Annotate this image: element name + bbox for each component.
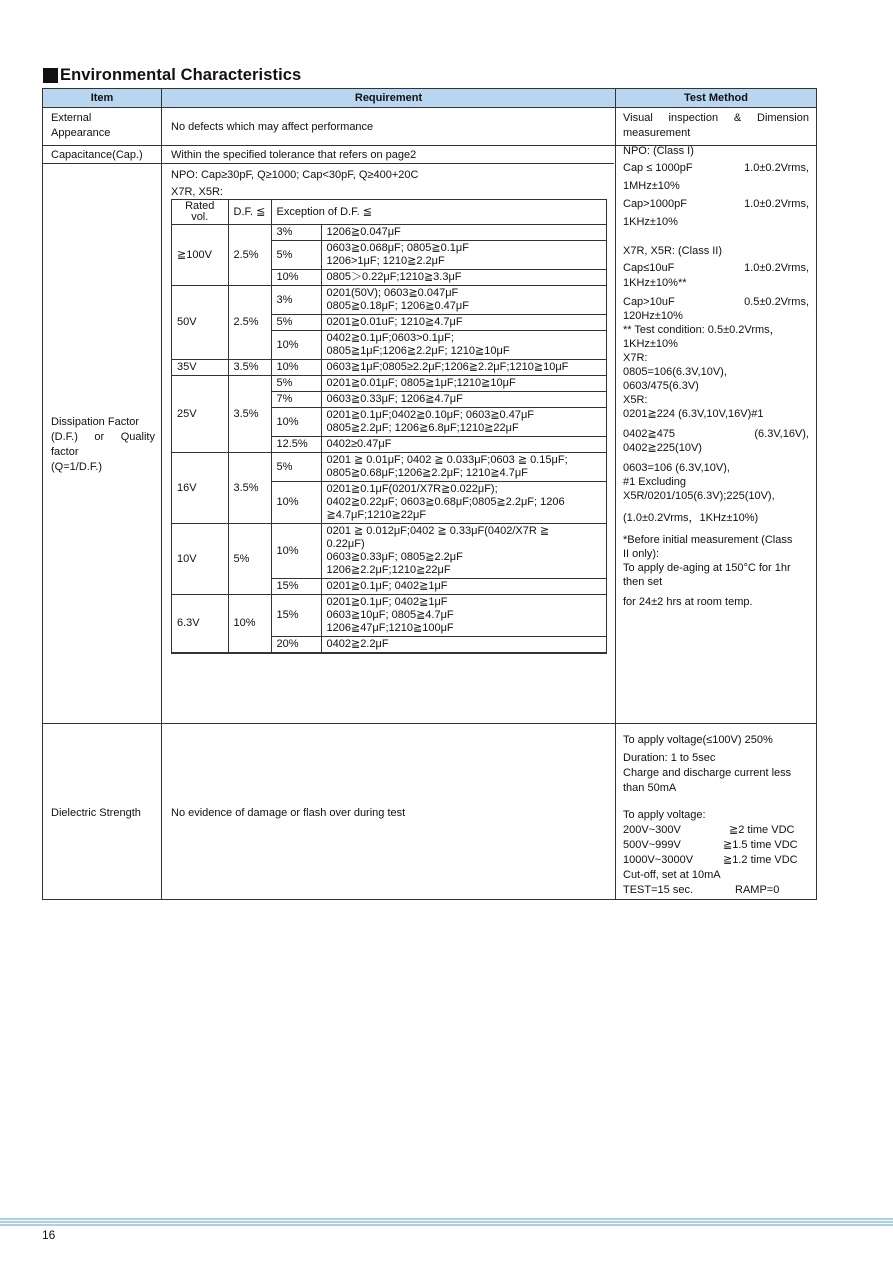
tm-line — [623, 161, 809, 176]
row-divider — [43, 145, 816, 146]
dtm-right: RAMP=0 — [735, 884, 780, 896]
df-row — [172, 286, 606, 315]
exception-df-cell: 5% — [271, 376, 321, 392]
exception-df-cell: 10% — [271, 331, 321, 360]
exception-values-cell — [321, 225, 606, 241]
section-title-text: Environmental Characteristics — [60, 65, 302, 84]
tm-line — [623, 261, 809, 276]
dtm-line — [623, 823, 809, 838]
external-test-method — [623, 111, 809, 141]
exception-df-cell: 10% — [271, 408, 321, 437]
df-row — [172, 453, 606, 482]
exception-values-cell — [321, 579, 606, 595]
exception-line: 0.22μF) — [326, 538, 365, 550]
tm-line-left: Cap>1000pF — [623, 198, 687, 210]
df-row — [172, 595, 606, 637]
external-item — [51, 111, 110, 141]
df-row — [172, 360, 606, 376]
tm-line: #1 Excluding — [623, 476, 686, 488]
tm-line: X7R, X5R: (Class II) — [623, 245, 723, 257]
tm-line-left: Cap>10uF — [623, 296, 675, 308]
df-npo-requirement: NPO: Cap≥30pF, Q≥1000; Cap<30pF, Q≥400+20C — [171, 169, 419, 181]
exception-line: 1206≧47μF;1210≧100μF — [326, 622, 454, 634]
exception-line: 1206>1μF; 1210≧2.2μF — [326, 255, 445, 267]
tm-line: II only): — [623, 548, 660, 560]
exception-values-cell — [321, 408, 606, 437]
capacitance-item: Capacitance(Cap.) — [51, 149, 143, 161]
tm-line: To apply de-aging at 150°C for 1hr — [623, 562, 791, 574]
exception-line: 0201≧0.01uF; 1210≧4.7μF — [326, 316, 463, 328]
dtm-line: To apply voltage: — [623, 809, 706, 821]
dtm-line: Charge and discharge current less — [623, 767, 792, 779]
exception-df-cell: 15% — [271, 595, 321, 637]
df-item-line: Dissipation Factor — [51, 416, 140, 428]
section-title — [43, 64, 301, 86]
exception-values-cell — [321, 637, 606, 653]
df-test-method — [623, 161, 809, 609]
exception-line: 0201 ≧ 0.012μF;0402 ≧ 0.33μF(0402/X7R ≧ — [326, 525, 550, 537]
tm-line — [623, 197, 809, 212]
exception-line: 0603≧10μF; 0805≧4.7μF — [326, 609, 454, 621]
rated-voltage-cell: 10V — [172, 524, 228, 595]
exception-values-cell — [321, 331, 606, 360]
col-divider — [615, 89, 616, 899]
external-test-line: measurement — [623, 127, 691, 139]
exception-values-cell — [321, 315, 606, 331]
tm-line-left: Cap ≤ 1000pF — [623, 162, 693, 174]
dtm-left: 500V~999V — [623, 839, 681, 851]
df-item — [51, 415, 155, 475]
exception-line: 0603≧0.068μF; 0805≧0.1μF — [326, 242, 469, 254]
df-limit-cell: 10% — [228, 595, 271, 653]
exception-df-cell: 5% — [271, 315, 321, 331]
df-limit-cell: 3.5% — [228, 376, 271, 453]
external-test-line: Visual inspection & Dimension — [623, 112, 809, 124]
capacitance-requirement: Within the specified tolerance that refers on page2 — [171, 149, 417, 161]
exception-values-cell — [321, 453, 606, 482]
df-limit-cell: 5% — [228, 524, 271, 595]
tm-line-right: (6.3V,16V), — [754, 428, 809, 440]
df-item-line: (Q=1/D.F.) — [51, 461, 103, 473]
dtm-line: Cut-off, set at 10mA — [623, 869, 721, 881]
exception-values-cell — [321, 482, 606, 524]
tm-line: 0201≧224 (6.3V,10V,16V)#1 — [623, 408, 764, 420]
tm-line: (1.0±0.2Vrms，1KHz±10%) — [623, 512, 759, 524]
exception-line: 0402≧0.22μF; 0603≧0.68μF;0805≧2.2μF; 1206 — [326, 496, 565, 508]
tm-line: *Before initial measurement (Class — [623, 534, 793, 546]
tm-line: 1KHz±10%** — [623, 277, 687, 289]
tm-line: ** Test condition: 0.5±0.2Vrms， — [623, 324, 781, 336]
dielectric-requirement: No evidence of damage or flash over during test — [171, 807, 406, 819]
tm-line-right: 1.0±0.2Vrms, — [744, 262, 809, 274]
df-x7r-label: X7R, X5R: — [171, 186, 223, 198]
tm-line: then set — [623, 576, 663, 588]
df-item-line: (D.F.) or Quality — [51, 431, 155, 443]
header-test-method: Test Method — [684, 92, 748, 104]
tm-line: X7R: — [623, 352, 648, 364]
tm-line: 0603=106 (6.3V,10V), — [623, 462, 730, 474]
dtm-left: 200V~300V — [623, 824, 681, 836]
exception-df-cell: 7% — [271, 392, 321, 408]
tm-line-right: 1.0±0.2Vrms, — [744, 162, 809, 174]
df-limit-cell: 2.5% — [228, 225, 271, 286]
tm-line: 1MHz±10% — [623, 180, 680, 192]
tm-line-right: 0.5±0.2Vrms, — [744, 296, 809, 308]
col-divider — [161, 89, 162, 899]
exception-line: 1206≧2.2μF;1210≧22μF — [326, 564, 451, 576]
exception-df-cell: 10% — [271, 482, 321, 524]
footer-stripe — [0, 1218, 893, 1226]
environmental-table — [42, 88, 817, 900]
dtm-line: than 50mA — [623, 782, 677, 794]
df-limit-cell: 2.5% — [228, 286, 271, 360]
tm-line — [623, 295, 809, 310]
exception-df-cell: 20% — [271, 637, 321, 653]
exception-line: 0805＞0.22μF;1210≧3.3μF — [326, 271, 462, 283]
external-item-line: Appearance — [51, 127, 111, 139]
page-number: 16 — [42, 1228, 56, 1242]
external-item-line: External — [51, 112, 92, 124]
dtm-right: ≧1.2 time VDC — [723, 854, 798, 866]
exception-line: 0805≧1μF;1206≧2.2μF; 1210≧10μF — [326, 345, 510, 357]
row-divider — [43, 163, 614, 164]
exception-line: 1206≧0.047μF — [326, 226, 401, 238]
exception-line: 0603≧0.33μF; 0805≧2.2μF — [326, 551, 463, 563]
inner-header-exception: Exception of D.F. ≦ — [271, 200, 606, 225]
header-item: Item — [90, 92, 114, 104]
dtm-left: TEST=15 sec. — [623, 884, 694, 896]
exception-line: 0201≧0.1μF(0201/X7R≧0.022μF); — [326, 483, 498, 495]
df-row — [172, 376, 606, 392]
exception-line: 0805≧0.18μF; 1206≧0.47μF — [326, 300, 469, 312]
exception-line: 0402≧2.2μF — [326, 638, 389, 650]
exception-line: 0603≧1μF;0805≥2.2μF;1206≧2.2μF;1210≧10μF — [326, 361, 569, 373]
row-divider — [43, 723, 816, 724]
exception-values-cell — [321, 595, 606, 637]
df-row — [172, 225, 606, 241]
exception-line: 0201(50V); 0603≧0.047μF — [326, 287, 459, 299]
df-row — [172, 524, 606, 579]
rated-voltage-cell: 6.3V — [172, 595, 228, 653]
inner-header-row — [172, 200, 606, 225]
tm-line: 1KHz±10% — [623, 338, 678, 350]
tm-line-left: Cap≤10uF — [623, 262, 675, 274]
tm-line: 1KHz±10% — [623, 216, 678, 228]
df-exception-table — [171, 199, 607, 654]
rated-voltage-cell: 25V — [172, 376, 228, 453]
dtm-line — [623, 853, 809, 868]
dtm-right: ≧2 time VDC — [729, 824, 795, 836]
tm-line: 0805=106(6.3V,10V), — [623, 366, 727, 378]
tm-line-right: 1.0±0.2Vrms, — [744, 198, 809, 210]
exception-line: 0201≧0.01μF; 0805≧1μF;1210≧10μF — [326, 377, 516, 389]
exception-values-cell — [321, 437, 606, 453]
exception-values-cell — [321, 524, 606, 579]
rated-voltage-cell: ≧100V — [172, 225, 228, 286]
exception-df-cell: 3% — [271, 286, 321, 315]
dtm-line: To apply voltage(≤100V) 250% — [623, 734, 773, 746]
exception-values-cell — [321, 241, 606, 270]
tm-line: 120Hz±10% — [623, 310, 683, 322]
header-requirement: Requirement — [354, 92, 423, 104]
title-square-icon — [43, 68, 58, 83]
exception-line: 0201≧0.1μF; 0402≧1μF — [326, 580, 448, 592]
exception-line: 0805≧0.68μF;1206≧2.2μF; 1210≧4.7μF — [326, 467, 528, 479]
exception-values-cell — [321, 286, 606, 315]
exception-values-cell — [321, 360, 606, 376]
df-limit-cell: 3.5% — [228, 360, 271, 376]
exception-line: 0201 ≧ 0.01μF; 0402 ≧ 0.033μF;0603 ≧ 0.15μF; — [326, 454, 568, 466]
dtm-right: ≧1.5 time VDC — [723, 839, 798, 851]
exception-line: 0201≧0.1μF;0402≧0.10μF; 0603≧0.47μF — [326, 409, 535, 421]
exception-line: 0402≥0.47μF — [326, 438, 392, 450]
exception-df-cell: 5% — [271, 453, 321, 482]
rated-voltage-cell: 50V — [172, 286, 228, 360]
exception-df-cell: 3% — [271, 225, 321, 241]
tm-line: X5R/0201/105(6.3V);225(10V), — [623, 490, 775, 502]
cap-test-method: NPO: (Class I) — [623, 145, 694, 157]
row-divider — [43, 107, 816, 108]
dielectric-item: Dielectric Strength — [51, 807, 141, 819]
external-requirement: No defects which may affect performance — [171, 121, 374, 133]
dtm-line: Duration: 1 to 5sec — [623, 752, 716, 764]
dtm-line — [623, 838, 809, 853]
exception-line: 0805≧2.2μF; 1206≧6.8μF;1210≧22μF — [326, 422, 519, 434]
tm-line: 0402≧225(10V) — [623, 442, 702, 454]
exception-df-cell: 10% — [271, 360, 321, 376]
tm-line: 0603/475(6.3V) — [623, 380, 699, 392]
tm-line — [623, 427, 809, 441]
rated-voltage-cell: 16V — [172, 453, 228, 524]
exception-df-cell: 5% — [271, 241, 321, 270]
tm-line-left: 0402≧475 — [623, 428, 676, 440]
exception-df-cell: 15% — [271, 579, 321, 595]
dtm-left: 1000V~3000V — [623, 854, 694, 866]
tm-line: for 24±2 hrs at room temp. — [623, 596, 753, 608]
exception-df-cell: 10% — [271, 270, 321, 286]
inner-header-df: D.F. ≦ — [228, 200, 271, 225]
dielectric-test-method — [623, 733, 809, 898]
exception-line: ≧4.7μF;1210≧22μF — [326, 509, 427, 521]
tm-line: X5R: — [623, 394, 648, 406]
exception-line: 0402≧0.1μF;0603>0.1μF; — [326, 332, 454, 344]
exception-df-cell: 12.5% — [271, 437, 321, 453]
exception-line: 0201≧0.1μF; 0402≧1μF — [326, 596, 448, 608]
exception-values-cell — [321, 376, 606, 392]
exception-values-cell — [321, 392, 606, 408]
dtm-line — [623, 883, 809, 898]
df-limit-cell: 3.5% — [228, 453, 271, 524]
exception-df-cell: 10% — [271, 524, 321, 579]
exception-line: 0603≧0.33μF; 1206≧4.7μF — [326, 393, 463, 405]
exception-values-cell — [321, 270, 606, 286]
inner-header-rated: Rated vol. — [172, 200, 228, 225]
df-item-line: factor — [51, 446, 79, 458]
rated-voltage-cell: 35V — [172, 360, 228, 376]
